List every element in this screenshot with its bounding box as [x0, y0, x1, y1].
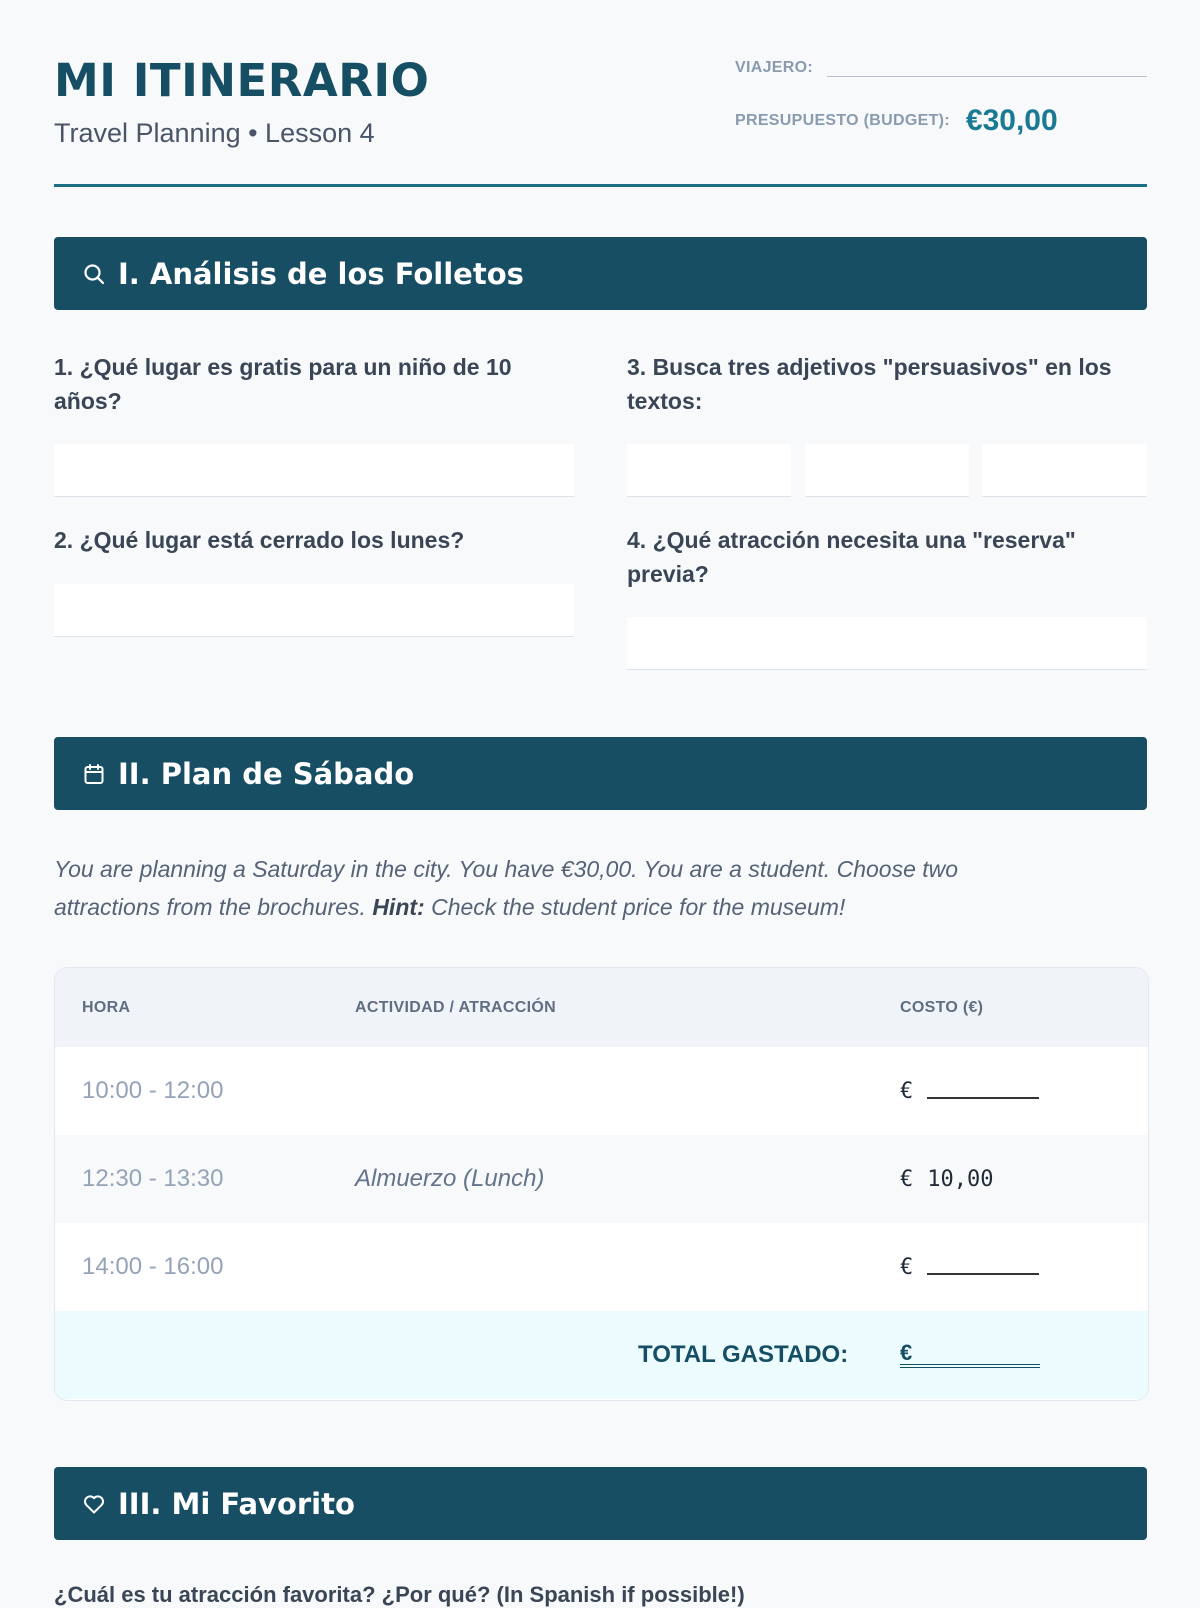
row-time: 10:00 - 12:00: [82, 1077, 224, 1104]
question-2: 2. ¿Qué lugar está cerrado los lunes?: [54, 527, 465, 553]
budget-label: PRESUPUESTO (BUDGET):: [735, 112, 950, 129]
table-row: [55, 1135, 1148, 1223]
row-time: 12:30 - 13:30: [82, 1165, 224, 1192]
hint-label: Hint:: [372, 894, 425, 920]
page-subtitle: Travel Planning • Lesson 4: [54, 118, 375, 148]
question-4: 4. ¿Qué atracción necesita una "reserva" previa?: [627, 527, 1076, 587]
itinerary-table: [54, 967, 1149, 1401]
column-header-time: HORA: [82, 998, 131, 1016]
calendar-icon: [81, 761, 107, 787]
question-3: 3. Busca tres adjetivos "persuasivos" en los textos:: [627, 354, 1112, 414]
currency-symbol: €: [900, 1254, 914, 1280]
section-title: III. Mi Favorito: [118, 1486, 355, 1521]
budget-value: €30,00: [965, 104, 1058, 137]
traveler-input-line[interactable]: [827, 50, 1147, 77]
column-header-cost: COSTO (€): [900, 998, 984, 1016]
section-title: II. Plan de Sábado: [118, 756, 415, 791]
cost-blank-input[interactable]: [927, 1083, 1039, 1099]
row-activity: Almuerzo (Lunch): [355, 1165, 545, 1192]
column-header-activity: ACTIVIDAD / ATRACCIÓN: [355, 998, 556, 1016]
table-row: [55, 1047, 1148, 1135]
section-header-favorite: [54, 1467, 1147, 1540]
budget-field: [735, 104, 1058, 138]
instructions-text: You are planning a Saturday in the city. You have €30,00. You are a student. Choose two attractions from the brochures.: [54, 856, 959, 920]
plan-instructions: [54, 850, 1054, 926]
row-activity-input[interactable]: [355, 1071, 855, 1111]
cost-amount: 10,00: [927, 1166, 994, 1192]
section-header-analysis: [54, 237, 1147, 310]
currency-symbol: €: [900, 1078, 914, 1104]
row-time: 14:00 - 16:00: [82, 1253, 224, 1280]
table-row: [55, 1223, 1148, 1311]
answer-3a-input[interactable]: [627, 444, 791, 497]
heart-icon: [81, 1491, 107, 1517]
traveler-label: VIAJERO:: [735, 58, 813, 76]
section-header-plan: [54, 737, 1147, 810]
total-label: TOTAL GASTADO:: [638, 1341, 849, 1368]
worksheet: [54, 0, 1147, 1607]
traveler-field: [735, 58, 1147, 77]
row-activity-input[interactable]: [355, 1247, 855, 1287]
answer-1-input[interactable]: [54, 444, 574, 497]
page-title: MI ITINERARIO: [54, 54, 430, 107]
table-header: [55, 968, 1148, 1047]
hint-text: Check the student price for the museum!: [424, 894, 846, 920]
answer-2-input[interactable]: [54, 584, 574, 637]
table-total-row: [55, 1311, 1148, 1399]
search-icon: [81, 261, 107, 287]
question-1: 1. ¿Qué lugar es gratis para un niño de 10 años?: [54, 354, 512, 414]
header: [54, 0, 1147, 187]
answer-3b-input[interactable]: [805, 444, 969, 497]
section-title: I. Análisis de los Folletos: [118, 256, 524, 291]
cost-blank-input[interactable]: [927, 1259, 1039, 1275]
row-cost: [900, 1255, 1039, 1280]
row-cost: [900, 1167, 993, 1192]
answer-4-input[interactable]: [627, 617, 1147, 670]
row-cost: [900, 1079, 1039, 1104]
currency-symbol: €: [900, 1166, 914, 1192]
favorite-question: ¿Cuál es tu atracción favorita? ¿Por qué? (In Spanish if possible!): [54, 1582, 745, 1607]
total-input[interactable]: €: [900, 1342, 1040, 1368]
answer-3c-input[interactable]: [982, 444, 1147, 497]
